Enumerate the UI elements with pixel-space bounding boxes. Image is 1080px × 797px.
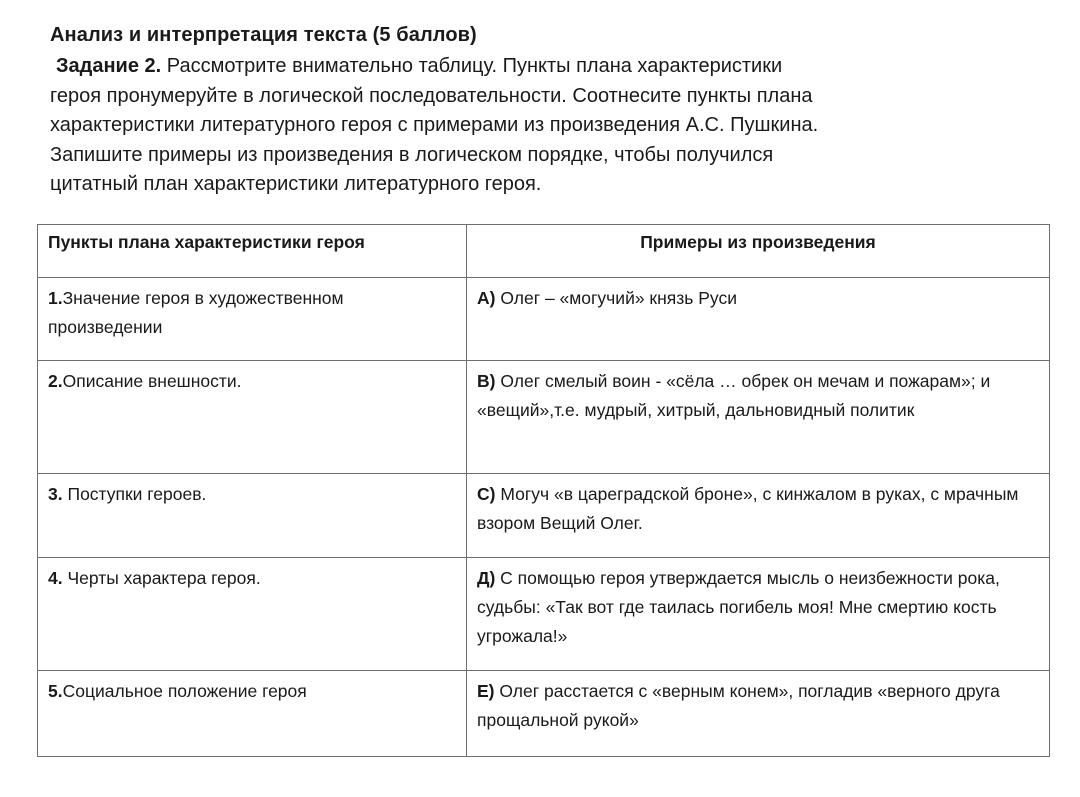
example-cell	[467, 278, 1050, 361]
task-instructions	[50, 52, 1050, 200]
example-text: Олег расстается с «верным конем», погладив «верного друга прощальной рукой»	[477, 681, 1000, 730]
plan-point-cell	[38, 671, 467, 757]
plan-point-cell	[38, 558, 467, 671]
example-text: Могуч «в цареградской броне», с кинжалом в руках, с мрачным взором Вещий Олег.	[477, 484, 1019, 533]
point-text: Значение героя в художественном произведении	[48, 288, 344, 337]
point-number: 4.	[48, 568, 63, 588]
plan-point-cell	[38, 361, 467, 474]
table-row	[38, 474, 1050, 558]
plan-point-cell	[38, 278, 467, 361]
example-text: С помощью героя утверждается мысль о неизбежности рока, судьбы: «Так вот где таилась погибель моя! Мне смертию кость угрожала!»	[477, 568, 1000, 646]
example-cell	[467, 474, 1050, 558]
task-line: Запишите примеры из произведения в логическом порядке, чтобы получился	[50, 143, 774, 166]
table-row	[38, 278, 1050, 361]
task-text: Рассмотрите внимательно таблицу. Пункты плана характеристики	[166, 55, 783, 77]
task-line: цитатный план характеристики литературного героя.	[50, 173, 542, 196]
table-header-row	[38, 225, 1050, 278]
example-letter: А)	[477, 288, 496, 308]
example-letter: Е)	[477, 681, 495, 701]
table-row	[38, 361, 1050, 474]
point-number: 2.	[48, 371, 63, 391]
point-text: Описание внешности.	[62, 371, 242, 391]
example-text: Олег смелый воин - «сёла … обрек он мечам и пожарам»; и «вещий»,т.е. мудрый, хитрый, дальновидный политик	[477, 371, 991, 420]
task-line	[50, 52, 1050, 82]
point-number: 5.	[48, 681, 63, 701]
point-number: 3.	[48, 484, 63, 504]
task-label: Задание 2.	[56, 55, 162, 77]
example-cell	[467, 671, 1050, 757]
example-cell	[467, 361, 1050, 474]
example-letter: С)	[477, 484, 496, 504]
point-text: Социальное положение героя	[62, 681, 307, 701]
plan-point-cell	[38, 474, 467, 558]
example-cell	[467, 558, 1050, 671]
point-number: 1.	[48, 288, 63, 308]
characteristics-table	[37, 224, 1050, 757]
table-row	[38, 671, 1050, 757]
task-line: героя пронумеруйте в логической последовательности. Соотнесите пункты плана	[50, 84, 813, 107]
example-text: Олег – «могучий» князь Руси	[500, 288, 737, 308]
example-letter: Д)	[477, 568, 496, 588]
table-row	[38, 558, 1050, 671]
header-plan-points: Пункты плана характеристики героя	[38, 225, 467, 278]
example-letter: В)	[477, 371, 496, 391]
point-text: Поступки героев.	[67, 484, 207, 504]
task-line: характеристики литературного героя с примерами из произведения А.С. Пушкина.	[50, 114, 819, 137]
point-text: Черты характера героя.	[67, 568, 261, 588]
header-examples: Примеры из произведения	[467, 225, 1050, 278]
section-heading: Анализ и интерпретация текста (5 баллов)	[50, 24, 477, 46]
